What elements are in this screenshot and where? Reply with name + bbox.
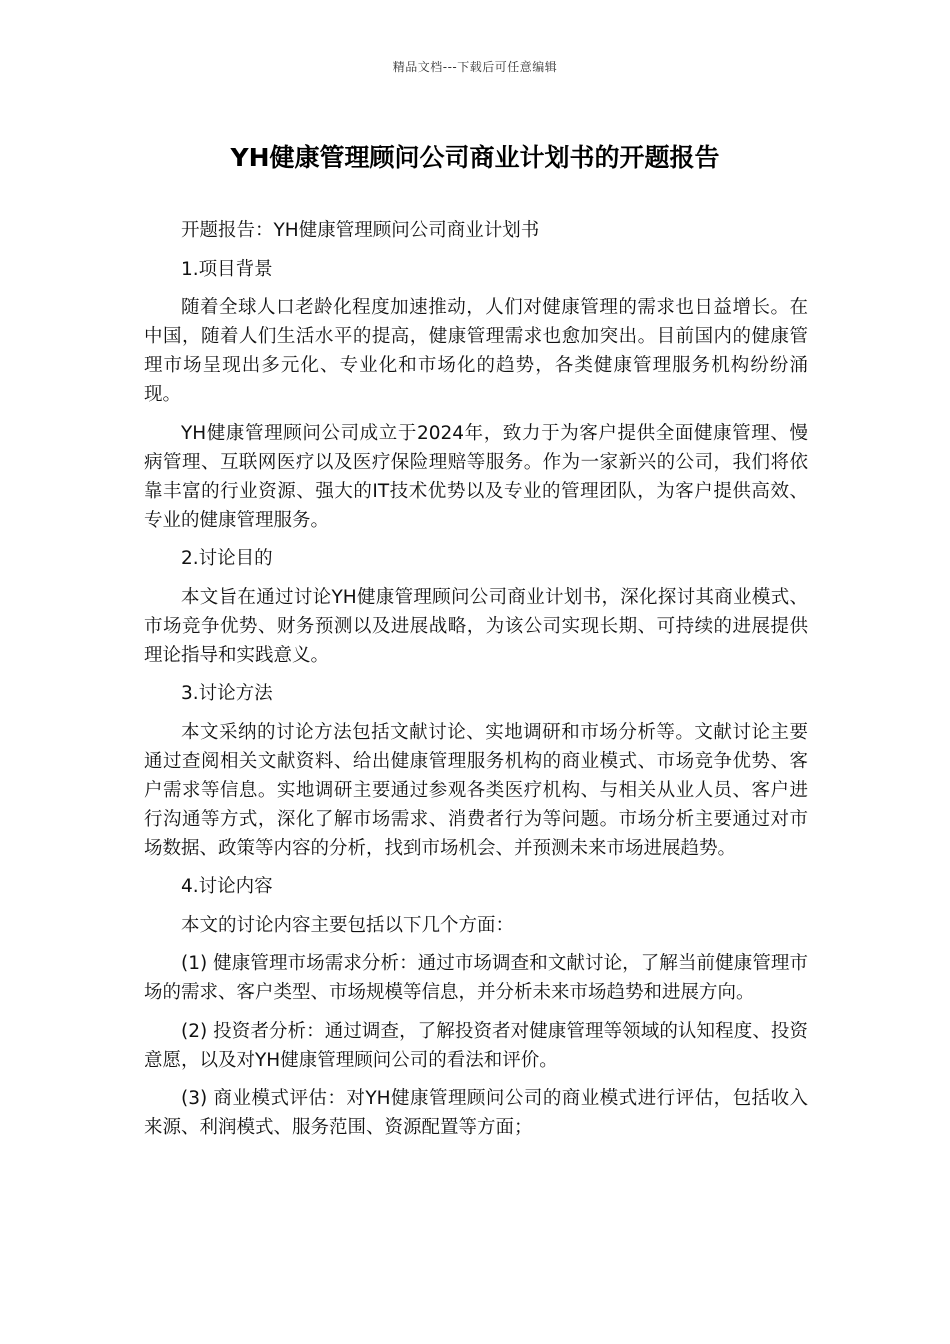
body-paragraph: YH健康管理顾问公司成立于2024年，致力于为客户提供全面健康管理、慢病管理、互联网医疗以及医疗保险理赔等服务。作为一家新兴的公司，我们将依靠丰富的行业资源、强大的IT技术优势以及专业的管理团队，为客户提供高效、专业的健康管理服务。 <box>144 422 808 531</box>
body-paragraph: 本文旨在通过讨论YH健康管理顾问公司商业计划书，深化探讨其商业模式、市场竞争优势、财务预测以及进展战略，为该公司实现长期、可持续的进展提供理论指导和实践意义。 <box>144 586 808 666</box>
list-item-paragraph: (3) 商业模式评估：对YH健康管理顾问公司的商业模式进行评估，包括收入来源、利润模式、服务范围、资源配置等方面； <box>144 1088 808 1138</box>
header-note: 精品文档---下载后可任意编辑 <box>392 60 558 74</box>
document-title: YH健康管理顾问公司商业计划书的开题报告 <box>230 143 720 172</box>
section-heading-purpose: 2.讨论目的 <box>181 548 273 569</box>
section-heading-method: 3.讨论方法 <box>181 683 273 704</box>
document-body <box>144 216 808 1152</box>
body-paragraph: 随着全球人口老龄化程度加速推动，人们对健康管理的需求也日益增长。在中国，随着人们生活水平的提高，健康管理需求也愈加突出。目前国内的健康管理市场呈现出多元化、专业化和市场化的趋势，各类健康管理服务机构纷纷涌现。 <box>144 297 808 405</box>
intro-paragraph: 开题报告：YH健康管理顾问公司商业计划书 <box>181 220 540 241</box>
list-item-paragraph: (2) 投资者分析：通过调查，了解投资者对健康管理等领域的认知程度、投资意愿，以及对YH健康管理顾问公司的看法和评价。 <box>144 1020 808 1071</box>
section-heading-content: 4.讨论内容 <box>181 876 273 897</box>
section-heading-background: 1.项目背景 <box>181 258 273 280</box>
list-item-paragraph: (1) 健康管理市场需求分析：通过市场调查和文献讨论，了解当前健康管理市场的需求、客户类型、市场规模等信息，并分析未来市场趋势和进展方向。 <box>144 953 808 1003</box>
body-paragraph: 本文的讨论内容主要包括以下几个方面： <box>181 914 515 936</box>
body-paragraph: 本文采纳的讨论方法包括文献讨论、实地调研和市场分析等。文献讨论主要通过查阅相关文献资料、给出健康管理服务机构的商业模式、市场竞争优势、客户需求等信息。实地调研主要通过参观各类医疗机构、与相关从业人员、客户进行沟通等方式，深化了解市场需求、消费者行为等问题。市场分析主要通过对市场数据、政策等内容的分析，找到市场机会、并预测未来市场进展趋势。 <box>144 721 808 859</box>
